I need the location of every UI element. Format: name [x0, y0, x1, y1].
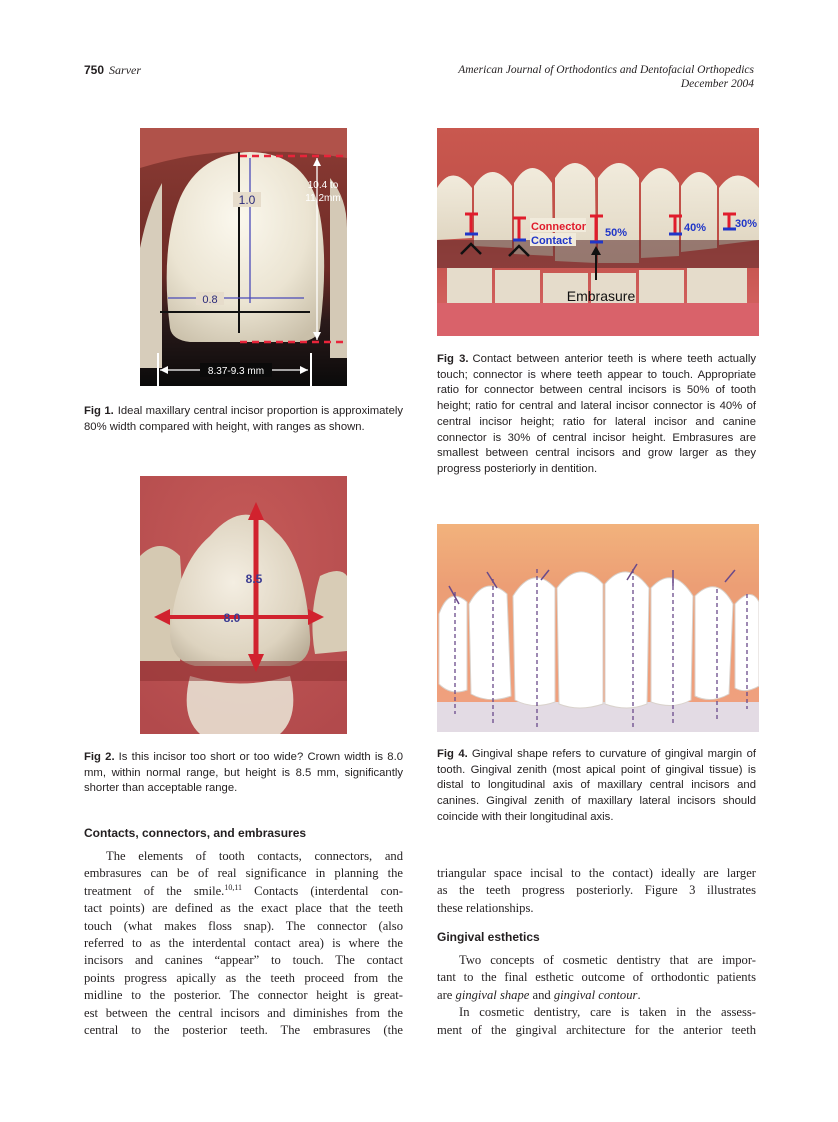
fig1-height-range-line1: 10.4 to — [307, 180, 339, 191]
figure-1-image — [140, 128, 347, 386]
fig3-connector-label: Connector — [531, 221, 586, 233]
body-text: treatment of the smile. — [84, 883, 225, 898]
body-line: central to the posterior teeth. The embrasures (the — [84, 1023, 403, 1038]
figure-2-label: Fig 2. — [84, 751, 115, 763]
body-line: these relationships. — [437, 900, 534, 915]
body-line: ment of the gingival architecture for the anterior teeth — [437, 1022, 756, 1037]
body-line: Two concepts of cosmetic dentistry that are impor- — [459, 953, 756, 967]
fig3-embrasure-label: Embrasure — [566, 288, 636, 304]
fig3-contact-label: Contact — [531, 235, 572, 247]
figure-3-image — [437, 128, 759, 336]
body-line: midline to the posterior. The connector height is great- — [84, 988, 403, 1003]
fig2-height-value: 8.5 — [245, 572, 263, 586]
figure-2-caption — [84, 750, 403, 797]
body-line: In cosmetic dentistry, care is taken in the assess- — [459, 1005, 756, 1020]
section-heading-contacts: Contacts, connectors, and embrasures — [84, 826, 307, 840]
citation-ref: 10,11 — [224, 882, 243, 892]
fig1-height-ratio: 1.0 — [238, 193, 256, 207]
page-number: 750 — [84, 63, 105, 77]
body-text: Contacts (interdental con- — [242, 883, 403, 898]
body-line: triangular space incisal to the contact) ideally are larger — [437, 866, 756, 880]
body-line: incisors and canines “appear” to touch. The contact — [84, 953, 403, 968]
body-line: as the teeth progress posteriorly. Figure 3 illustrates — [437, 883, 756, 898]
journal-title: American Journal of Orthodontics and Dentofacial Orthopedics — [458, 64, 754, 76]
fig3-pct-canine: 30% — [735, 218, 758, 230]
running-header-left — [84, 63, 141, 78]
fig2-width-value: 8.0 — [223, 611, 241, 625]
running-header-right — [394, 63, 754, 91]
body-line — [84, 883, 403, 900]
figure-1-label: Fig 1. — [84, 405, 114, 417]
body-text: and — [529, 987, 554, 1002]
running-author: Sarver — [109, 63, 142, 77]
body-line: tant to the final esthetic outcome of orthodontic patients — [437, 970, 756, 985]
figure-4-image — [437, 524, 759, 732]
body-text: are — [437, 987, 456, 1002]
figure-1-caption-text: Ideal maxillary central incisor proportion is approximately 80% width compared with height, with ranges as shown. — [84, 405, 404, 433]
issue-date: December 2004 — [680, 78, 754, 90]
fig1-width-ratio: 0.8 — [202, 294, 218, 306]
figure-3-label: Fig 3. — [437, 353, 469, 365]
body-line: embrasures can be of real significance in planning the — [84, 866, 403, 881]
section-heading-gingival: Gingival esthetics — [437, 930, 540, 944]
section-gingival-body — [437, 952, 756, 1039]
figure-1-caption — [84, 404, 403, 435]
section-contacts-body — [84, 848, 403, 1039]
body-line: referred to as the interdental contact area) is where the — [84, 936, 403, 951]
figure-2-caption-text: Is this incisor too short or too wide? Crown width is 8.0 mm, within normal range, but height is 8.5 mm, significantly shorter than acceptable range. — [84, 751, 404, 795]
emphasis-gingival-shape: gingival shape — [455, 987, 530, 1002]
fig3-pct-central: 50% — [605, 227, 628, 239]
figure-2-image — [140, 476, 347, 734]
figure-4-caption — [437, 747, 756, 826]
body-line — [437, 987, 756, 1004]
figure-3-caption-text: Contact between anterior teeth is where teeth actually touch; connector is where teeth appear to touch. Appropriate ratio for connector between central incisors is 50% of tooth height; ratio for central and lateral incisor connector is 40% of central incisor height; ratio for lateral incisor and canine connector is 30% of central incisor height. Embrasures are smallest between central incisors and grow larger as they progress posteriorly in dentition. — [437, 353, 756, 475]
fig3-pct-lateral: 40% — [684, 222, 707, 234]
figure-3-caption — [437, 352, 756, 478]
body-line: tact points) are defined as the exact place that the teeth — [84, 901, 403, 916]
body-text: . — [637, 987, 641, 1002]
body-line: The elements of tooth contacts, connectors, and — [106, 849, 403, 863]
figure-4-label: Fig 4. — [437, 748, 468, 760]
body-line: est between the central incisors and diminishes from the — [84, 1005, 403, 1020]
figure-4-caption-text: Gingival shape refers to curvature of gingival margin of tooth. Gingival zenith (most apical point of gingival tissue) is distal to longitudinal axis of maxillary central incisors and canines. Gingival zenith of maxillary lateral incisors should coincide with their longitudinal axis. — [437, 748, 757, 823]
body-line: touch (what makes floss snap). The connector (also — [84, 918, 403, 933]
fig1-height-range-line2: 11.2mm — [305, 193, 341, 204]
emphasis-gingival-contour: gingival contour — [553, 987, 638, 1002]
body-line: points progress apically as the teeth proceed from the — [84, 970, 403, 985]
fig1-width-range: 8.37-9.3 mm — [207, 366, 265, 377]
section-contacts-continued — [437, 865, 756, 917]
